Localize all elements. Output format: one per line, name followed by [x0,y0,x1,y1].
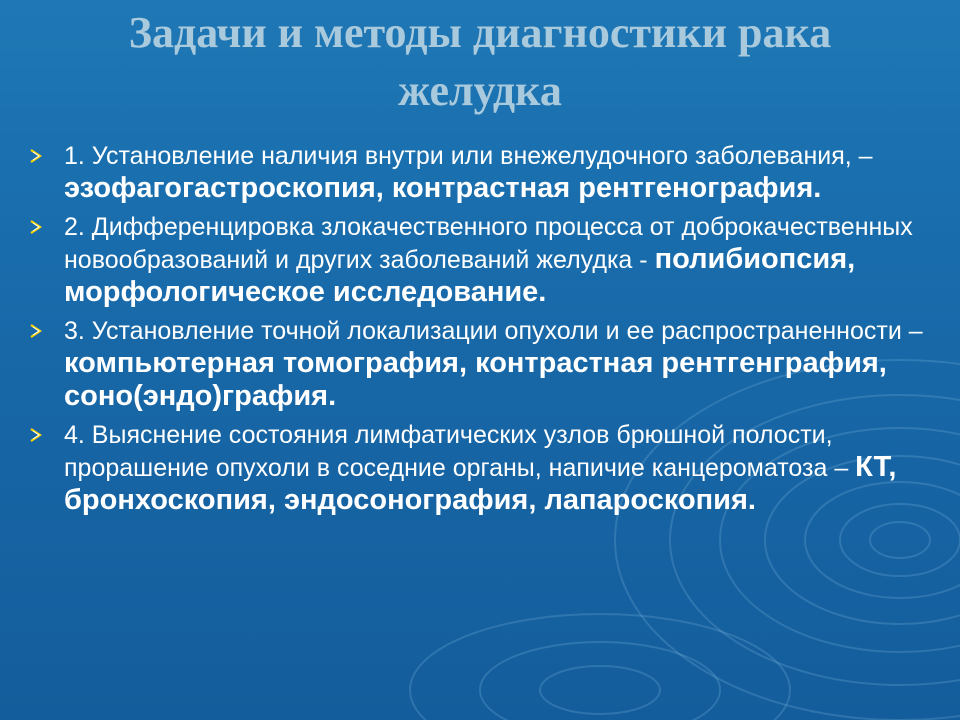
bullet-4-methods: КТ, бронхоскопия, эндосонография, лапароскопия. [64,451,897,516]
bullet-item-3 [26,315,936,413]
slide-title [0,4,960,120]
bullet-item-1 [26,140,936,205]
arrow-bullet-icon [28,140,46,172]
bullet-1-text: 1. Установление наличия внутри или внежелудочного заболевания, – [64,142,873,170]
bullet-4-text: 4. Выяснение состояния лимфатических узлов брюшной полости, прорашение опухоли в соседние органы, напичие канцероматоза – [64,421,856,482]
bullet-1-methods: эзофагогастроскопия, контрастная рентгенография. [64,172,822,204]
arrow-bullet-icon [28,315,46,347]
bullet-item-2 [26,211,936,309]
arrow-bullet-icon [28,211,46,243]
slide-title-line-2: желудка [398,66,562,115]
arrow-bullet-icon [28,419,46,451]
bullet-3-text: 3. Установление точной локализации опухоли и ее распространенности – [64,317,923,345]
bullet-list [26,140,936,523]
bullet-item-4 [26,419,936,517]
slide-title-line-1: Задачи и методы диагностики рака [128,8,832,57]
bullet-2-text: 2. Дифференцировка злокачественного процесса от доброкачественных новообразований и других заболеваний желудка - [64,213,913,274]
bullet-2-methods: полибиопсия, морфологическое исследование. [64,243,856,308]
bullet-3-methods: компьютерная томография, контрастная рентгенграфия, соно(эндо)графия. [64,347,887,412]
